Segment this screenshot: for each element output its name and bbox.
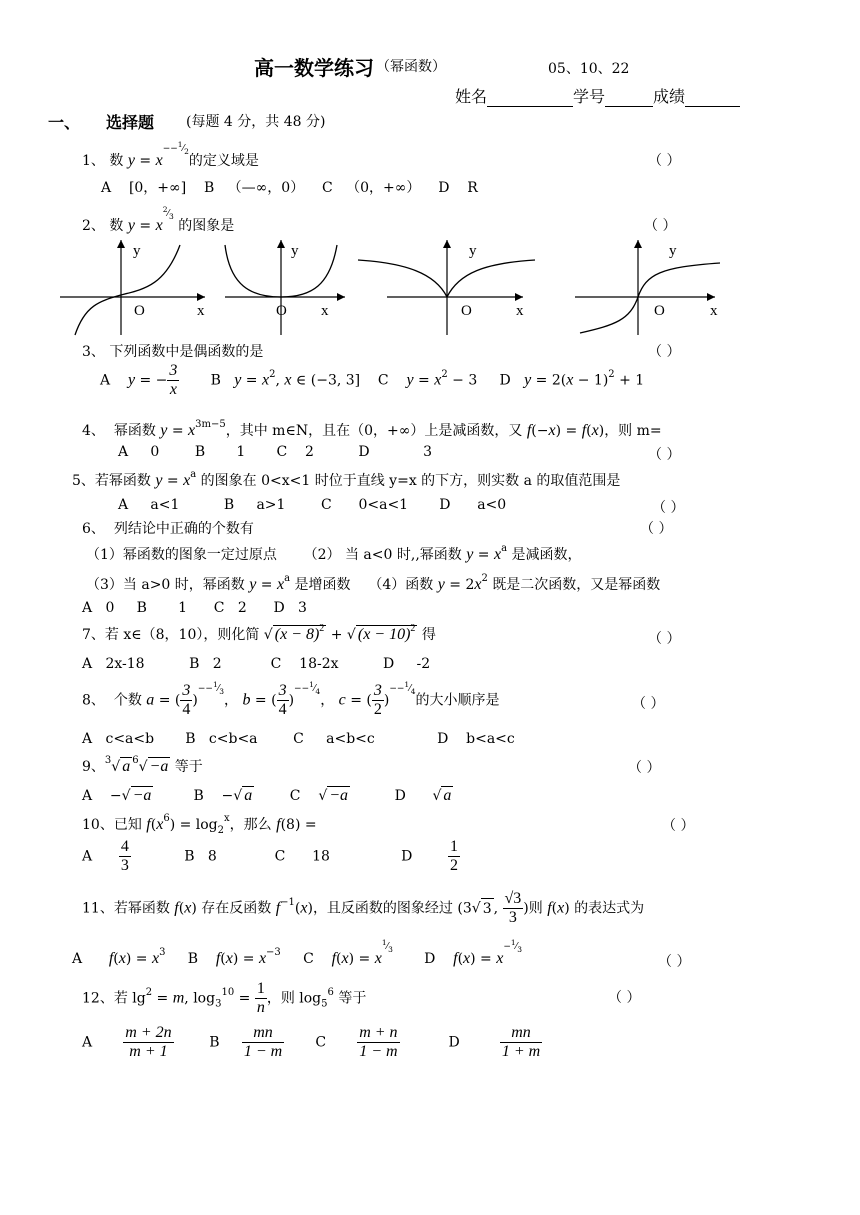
q5-options: A a<1 B a>1 C 0<a<1 D a<0 [118,497,507,513]
answer-paren[interactable]: （ ） [632,696,665,712]
score-field[interactable] [685,90,740,107]
answer-paren[interactable]: （ ） [608,990,641,1006]
svg-text:O: O [276,303,287,319]
q7-options: A 2x-18 B 2 C 18-2x D -2 [82,656,431,672]
answer-paren[interactable]: （ ） [644,218,677,234]
answer-paren[interactable]: （ ） [628,760,661,776]
q3-options: A y = − $\frac{3}{x}$ B $y = x^2$, x ∈ (−3, 3] C $y = x^2 - 3$ D $y = 2(x - 1)^2 + 1$ [100,362,645,398]
question-12: 12、若 $\lg^2 = m$, $\log_3^{10}$ = $\frac{1}{n}$ ，则 $\log_5^6$ 等于 [82,980,367,1016]
svg-text:y: y [291,243,299,259]
graph-b[interactable] [225,240,345,335]
question-6: 6、 列结论中正确的个数有 [82,521,254,537]
section-note: (每题 4 分，共 48 分) [186,114,326,130]
q10-options: A $\frac{4}{3}$ B 8 C 18 D $\frac{1}{2}$ [82,838,458,874]
id-field[interactable] [605,90,653,107]
question-3: 3、 下列函数中是偶函数的是 [82,344,264,360]
graph-a[interactable] [60,240,205,335]
svg-text:y: y [133,243,141,259]
answer-paren[interactable]: （ ） [648,631,681,647]
answer-paren[interactable]: （ ） [662,818,695,834]
answer-paren[interactable]: （ ） [648,153,681,169]
graph-options [55,235,745,345]
question-2: 2、 数 $y = x^{^2⁄_3}$ 的图象是 [82,205,235,234]
answer-paren[interactable]: （ ） [658,954,691,970]
question-9: 9、$^3$√ a $^6$√ −a 等于 [82,755,203,775]
date: 05、10、22 [548,61,630,77]
svg-text:x: x [516,303,524,319]
question-11: 11、若幂函数 f(x) 存在反函数 $f^{-1}(x)$，且反函数的图象经过 (3√ 3 , $\frac{√3}{3}$ )则 f(x) 的表达式为 [82,890,645,926]
graph-d[interactable] [575,240,720,335]
svg-text:y: y [469,243,477,259]
answer-paren[interactable]: （ ） [648,344,681,360]
q1-options: A [0，+∞] B （—∞，0） C （0，+∞） D R [101,180,478,196]
svg-text:x: x [710,303,718,319]
page-title: 高一数学练习 [254,56,374,80]
answer-paren[interactable]: （ ） [648,447,681,463]
q4-options: A 0 B 1 C 2 D 3 [118,444,432,460]
svg-text:x: x [197,303,205,319]
svg-text:O: O [654,303,665,319]
section-title: 选择题 [106,113,155,132]
page-subtitle: （幂函数） [376,59,446,75]
svg-text:y: y [669,243,677,259]
name-field[interactable] [487,90,573,107]
svg-text:O: O [461,303,472,319]
q11-options: A $f(x) = x^3$ B $f(x) = x^{-3}$ C $f(x) = x^{^1⁄_3}$ D $f(x) = x^{-^1⁄_3}$ [72,938,522,967]
question-5: 5、若幂函数 $y = x^a$ 的图象在 0<x<1 时位于直线 y=x 的下方，则实数 a 的取值范围是 [72,469,621,489]
question-7: 7、若 x∈（8，10），则化简 √ $(x - 8)^2$ + √ $(x - 10)^2$ 得 [82,623,436,643]
student-info: 姓名 学号 成绩 [455,84,740,107]
question-8: 8、 个数 a = ( $\frac{3}{4}$ )$^{--^1⁄_3}$， b = ( $\frac{3}{4}$ )$^{--^1⁄_4}$， c = ( $\frac{3}{2}$ )$^{--^1⁄_4}$的大小顺序是 [82,679,500,718]
svg-text:O: O [134,303,145,319]
section-number: 一、 [48,113,81,132]
q9-options: A −√ −a B −√ a C √ −a D √ a [82,787,452,804]
q6-statements-2: （3）当 a>0 时，幂函数 $y = x^a$ 是增函数 （4）函数 $y = 2x^2$ 既是二次函数，又是幂函数 [86,573,661,593]
svg-text:x: x [321,303,329,319]
question-10: 10、已知 $f(x^6) = \log_2^x$，那么 f(8) = [82,813,317,836]
q12-options: A $\frac{m + 2n}{m + 1}$ B $\frac{mn}{1 - m}$ C $\frac{m + n}{1 - m}$ D $\frac{mn}{1 + m}$ [82,1024,541,1060]
question-1: 1、 数 $y = x^{--^1⁄_2}$的定义域是 [82,140,259,169]
q8-options: A c<a<b B c<b<a C a<b<c D b<a<c [82,731,515,747]
graph-c[interactable] [358,240,535,335]
answer-paren[interactable]: （ ） [652,500,685,516]
answer-paren[interactable]: （ ） [640,521,673,537]
question-4: 4、 幂函数 $y = x^{3m-5}$，其中 m∈N，且在（0，+∞）上是减函数，又 f(−x) = f(x)，则 m= [82,419,662,439]
q6-options: A 0 B 1 C 2 D 3 [82,600,307,616]
q6-statements-1: （1）幂函数的图象一定过原点 （2） 当 a<0 时,,幂函数 $y = x^a$ 是减函数， [86,543,582,563]
